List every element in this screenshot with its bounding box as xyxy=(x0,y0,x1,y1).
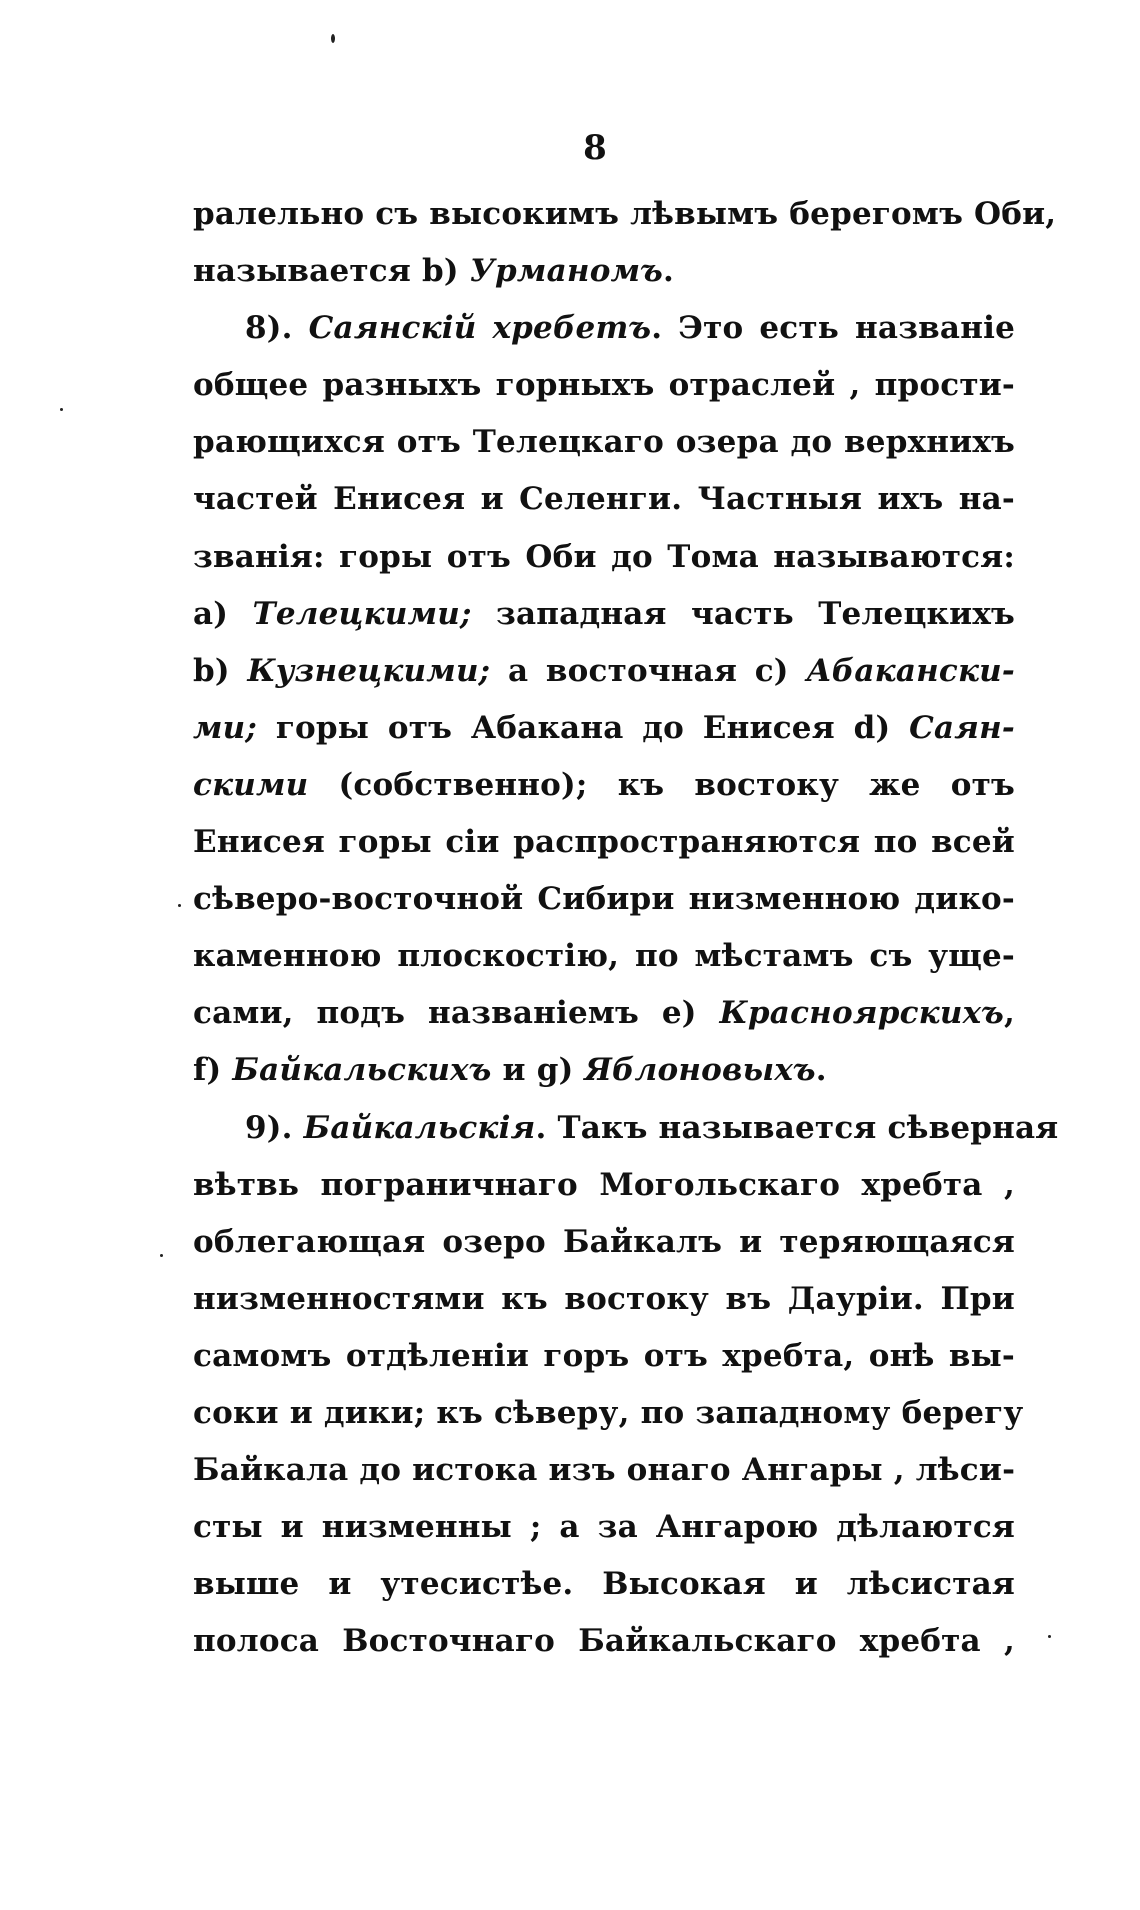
italic-term: Яблоновыхъ xyxy=(584,1052,816,1089)
italic-term: скими xyxy=(193,766,309,803)
text-run: . xyxy=(815,1052,827,1089)
text-line xyxy=(193,1385,1024,1442)
text-run: каменною плоскостію, по мѣстамъ съ уще- xyxy=(193,938,1015,975)
italic-term: Саянскій хребетъ xyxy=(308,310,652,347)
text-run: вѣтвь пограничнаго Могольскаго хребта , xyxy=(193,1166,1015,1203)
italic-term: Байкальскія xyxy=(303,1109,536,1146)
text-run: званія: горы отъ Оби до Тома называются: xyxy=(193,538,1015,575)
italic-term: Саян- xyxy=(909,709,1015,746)
text-run: облегающая озеро Байкалъ и теряющаяся xyxy=(193,1223,1015,1260)
text-run: . Это есть названіе xyxy=(651,310,1015,347)
text-run: полоса Восточнаго Байкальскаго хребта , xyxy=(193,1623,1015,1660)
text-run: рающихся отъ Телецкаго озера до верхнихъ xyxy=(193,424,1015,461)
text-run: частей Енисея и Селенги. Частныя ихъ на- xyxy=(193,481,1015,518)
italic-term: Абакански- xyxy=(806,652,1015,689)
text-run: называется b) xyxy=(193,253,470,290)
scan-speck xyxy=(178,904,181,907)
text-run: ралельно съ высокимъ лѣвымъ берегомъ Оби, xyxy=(193,196,1057,232)
text-line xyxy=(193,1613,1015,1670)
italic-term: Урманомъ xyxy=(469,253,663,290)
text-run: западная часть Телецкихъ xyxy=(471,595,1015,632)
text-line xyxy=(193,1328,1015,1385)
text-run: (собственно); къ востоку же отъ xyxy=(308,766,1015,803)
text-run: b) xyxy=(193,652,248,689)
text-line xyxy=(193,1499,1015,1556)
text-run: общее разныхъ горныхъ отраслей , прости- xyxy=(193,367,1015,404)
text-line xyxy=(193,928,1015,985)
italic-term: Кузнецкими; xyxy=(247,652,491,689)
text-line xyxy=(193,1214,1015,1271)
text-line xyxy=(193,586,1015,643)
text-run: сѣверо-восточной Сибири низменною дико- xyxy=(193,881,1015,918)
text-run: 9). xyxy=(245,1109,304,1146)
text-line xyxy=(193,471,1015,528)
text-run: а восточная c) xyxy=(490,652,807,689)
text-run: 8). xyxy=(245,310,309,347)
text-run: низменностями къ востоку въ Дауріи. При xyxy=(193,1280,1015,1317)
page-text xyxy=(193,186,1059,1670)
scan-speck xyxy=(331,34,335,43)
text-run: выше и утесистѣе. Высокая и лѣсистая xyxy=(193,1566,1015,1603)
text-run: соки и дики; къ сѣверу, по западному берегу xyxy=(193,1394,1024,1431)
text-line xyxy=(193,186,1057,243)
text-line xyxy=(193,757,1015,814)
scan-speck xyxy=(160,1254,163,1257)
text-line xyxy=(193,1271,1015,1328)
text-line xyxy=(193,243,1015,300)
text-line xyxy=(193,1042,1015,1099)
page-number: 8 xyxy=(583,128,607,168)
text-line xyxy=(193,985,1015,1042)
text-line xyxy=(193,300,1015,357)
text-line xyxy=(193,700,1015,757)
text-run: , xyxy=(1004,995,1015,1032)
text-run: сами, подъ названіемъ e) xyxy=(193,995,720,1032)
text-line xyxy=(193,414,1015,471)
text-line xyxy=(193,529,1015,586)
text-run: . Такъ называется сѣверная xyxy=(535,1109,1059,1146)
text-run: a) xyxy=(193,595,253,632)
text-line xyxy=(193,643,1015,700)
text-line xyxy=(193,357,1015,414)
italic-term: ми; xyxy=(193,709,258,746)
text-run: сты и низменны ; а за Ангарою дѣлаются xyxy=(193,1509,1015,1546)
text-run: f) xyxy=(193,1052,233,1089)
text-line xyxy=(193,814,1015,871)
scan-speck xyxy=(60,408,63,411)
text-line xyxy=(193,1157,1015,1214)
text-line xyxy=(193,1100,1059,1157)
text-line xyxy=(193,1556,1015,1613)
scan-speck xyxy=(1048,1635,1051,1638)
text-run: и g) xyxy=(491,1052,585,1089)
text-run: самомъ отдѣленіи горъ отъ хребта, онѣ вы- xyxy=(193,1337,1015,1374)
italic-term: Байкальскихъ xyxy=(232,1052,492,1089)
text-run: . xyxy=(662,253,674,290)
italic-term: Красноярскихъ xyxy=(719,995,1004,1032)
text-run: Енисея горы сіи распространяются по всей xyxy=(193,824,1015,861)
text-line xyxy=(193,1442,1015,1499)
text-line xyxy=(193,871,1015,928)
italic-term: Телецкими; xyxy=(252,595,472,632)
text-run: Байкала до истока изъ онаго Ангары , лѣси- xyxy=(193,1452,1016,1489)
text-run: горы отъ Абакана до Енисея d) xyxy=(257,709,910,746)
